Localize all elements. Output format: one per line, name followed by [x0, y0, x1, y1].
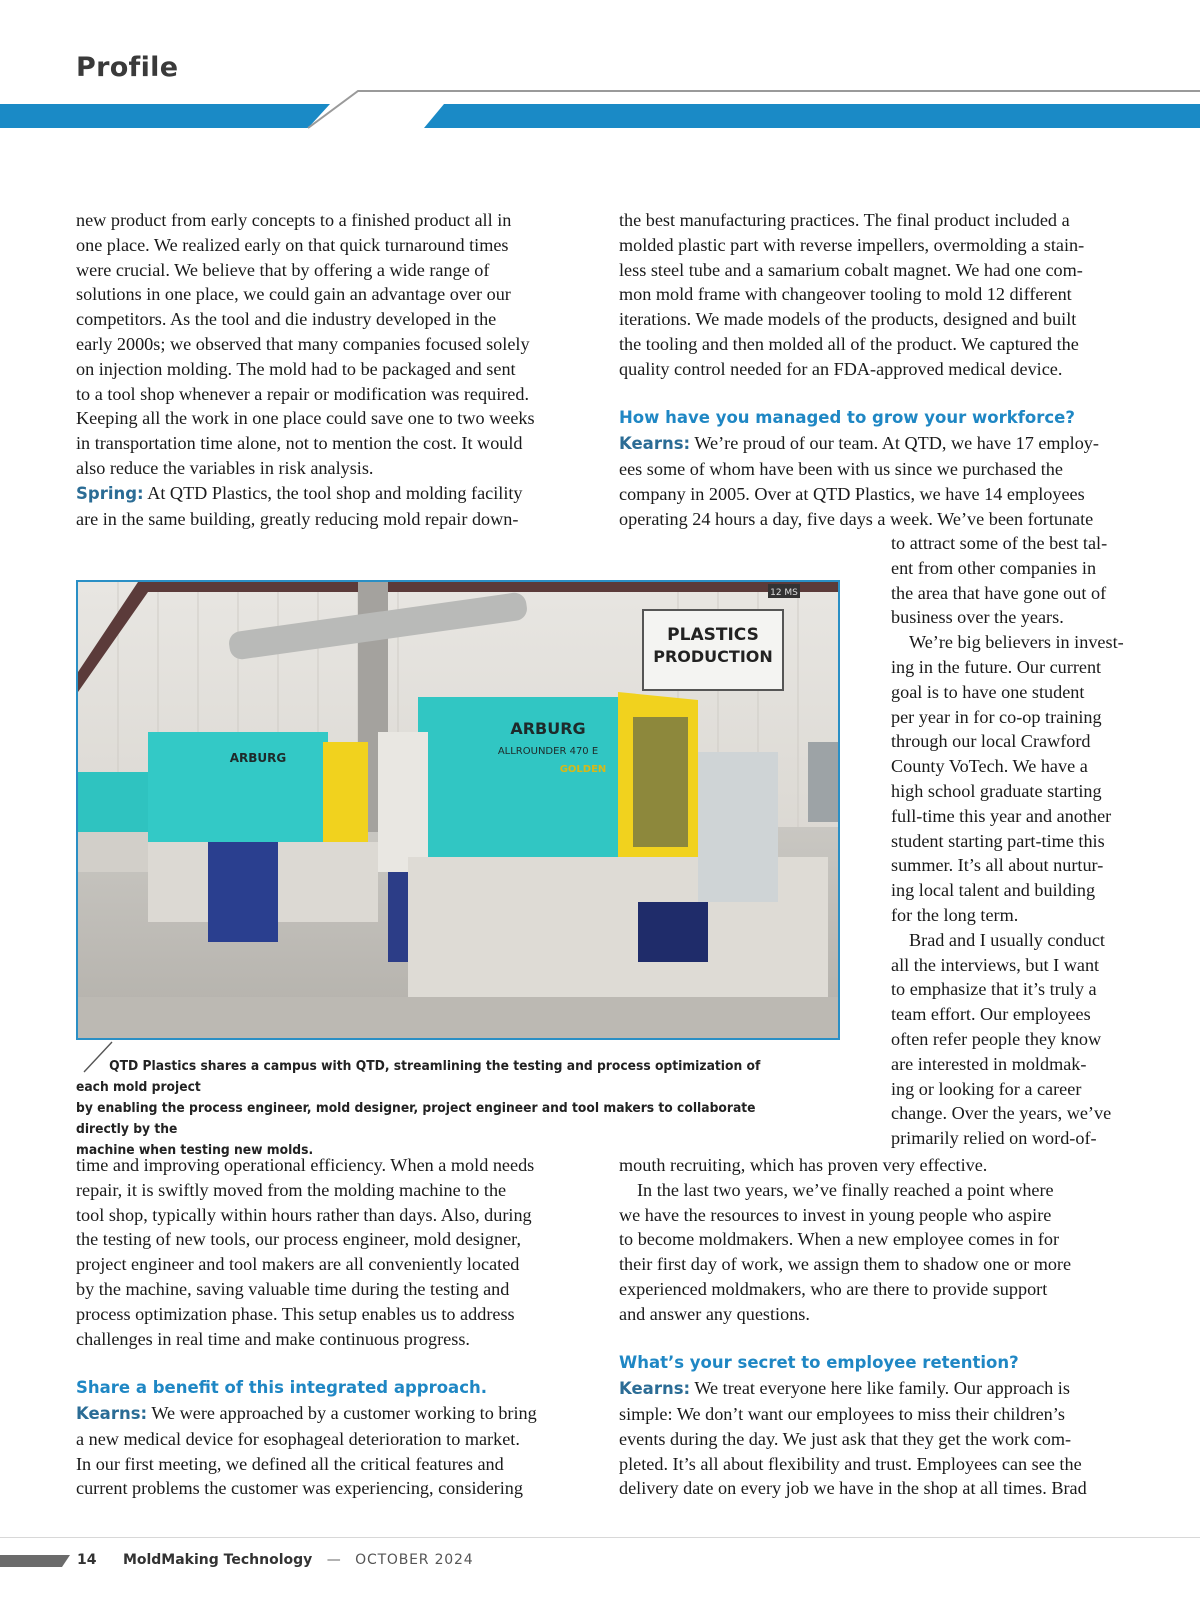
body-line: repair, it is swiftly moved from the molding machine to the	[76, 1179, 507, 1200]
column-2-bottom	[619, 1153, 1139, 1501]
footer-dash: —	[326, 1552, 341, 1568]
body-line: goal is to have one student	[891, 681, 1085, 702]
footer-rule	[0, 1537, 1200, 1538]
body-line: molded plastic part with reverse impellers, overmolding a stain-	[619, 234, 1085, 255]
body-line: We’re big believers in invest-	[909, 632, 1124, 653]
question-heading: What’s your secret to employee retention?	[619, 1353, 1019, 1373]
column-1-bottom	[76, 1153, 586, 1501]
body-line: the tooling and then molded all of the product. We captured the	[619, 333, 1079, 354]
body-line: quality control needed for an FDA-approved medical device.	[619, 358, 1063, 379]
body-line: mon mold frame with changeover tooling to mold 12 different	[619, 284, 1072, 305]
body-line: we have the resources to invest in young people who aspire	[619, 1204, 1052, 1225]
body-line: the area that have gone out of	[891, 582, 1107, 603]
body-line: often refer people they know	[891, 1028, 1102, 1049]
answer-text: We were approached by a customer working to bring	[147, 1402, 537, 1423]
spring-answer	[76, 481, 586, 507]
body-line: to emphasize that it’s truly a	[891, 979, 1097, 1000]
body-line: ing local talent and building	[891, 880, 1096, 901]
tag-text: 12 MS	[770, 588, 798, 598]
body-line: company in 2005. Over at QTD Plastics, we have 14 employees	[619, 483, 1085, 504]
body-line: In the last two years, we’ve finally reached a point where	[637, 1179, 1054, 1200]
body-line: ing in the future. Our current	[891, 656, 1102, 677]
workforce-answer	[619, 431, 1139, 457]
body-line: Brad and I usually conduct	[909, 929, 1105, 950]
speaker-label: Spring:	[76, 483, 144, 503]
body-line: are interested in moldmak-	[891, 1053, 1087, 1074]
body-line: less steel tube and a samarium cobalt magnet. We had one com-	[619, 259, 1083, 280]
body-line: time and improving operational efficiency. When a mold needs	[76, 1155, 535, 1175]
body-line: team effort. Our employees	[891, 1004, 1091, 1025]
question-heading: Share a benefit of this integrated approach.	[76, 1378, 487, 1398]
page-number: 14	[77, 1552, 97, 1568]
machine-brand-small: ARBURG	[229, 751, 287, 765]
body-line: on injection molding. The mold had to be packaged and sent	[76, 358, 516, 379]
body-line: a new medical device for esophageal deterioration to market.	[76, 1428, 520, 1449]
benefit-answer	[76, 1401, 586, 1427]
column-1-top	[76, 208, 586, 531]
body-line: by the machine, saving valuable time during the testing and	[76, 1278, 510, 1299]
body-line: competitors. As the tool and die industry developed in the	[76, 309, 497, 330]
body-line: new product from early concepts to a finished product all in	[76, 210, 512, 230]
body-line: primarily relied on word-of-	[891, 1128, 1097, 1149]
body-line: business over the years.	[891, 607, 1064, 628]
caption-text: QTD Plastics shares a campus with QTD, streamlining the testing and process optimization of each mold project	[76, 1059, 761, 1095]
body-line: all the interviews, but I want	[891, 954, 1100, 975]
machine-model: ALLROUNDER 470 E	[497, 746, 599, 757]
body-line: through our local Crawford	[891, 731, 1091, 752]
body-line: project engineer and tool makers are all conveniently located	[76, 1254, 520, 1275]
issue-date: OCTOBER 2024	[355, 1552, 474, 1568]
body-line: ent from other companies in	[891, 557, 1097, 578]
body-line: summer. It’s all about nurtur-	[891, 855, 1104, 876]
photo-caption	[76, 1056, 784, 1161]
sign-text-2: PRODUCTION	[653, 647, 773, 666]
speaker-label: Kearns:	[619, 434, 691, 454]
factory-illustration	[78, 582, 838, 1038]
factory-photo	[76, 580, 840, 1040]
retention-answer	[619, 1376, 1139, 1402]
speaker-label: Kearns:	[76, 1403, 148, 1423]
answer-text: We treat everyone here like family. Our approach is	[690, 1378, 1070, 1399]
answer-text: We’re proud of our team. At QTD, we have 17 employ-	[690, 433, 1099, 454]
body-line: ees some of whom have been with us since we purchased the	[619, 458, 1063, 479]
body-line: full-time this year and another	[891, 805, 1112, 826]
body-line: the best manufacturing practices. The final product included a	[619, 210, 1070, 230]
body-line: one place. We realized early on that quick turnaround times	[76, 234, 509, 255]
caption-line-2: by enabling the process engineer, mold designer, project engineer and tool makers to collaborate directly by the	[76, 1101, 756, 1137]
body-line: challenges in real time and make continuous progress.	[76, 1328, 470, 1349]
body-line: per year in for co-op training	[891, 706, 1102, 727]
body-line: current problems the customer was experiencing, considering	[76, 1478, 523, 1499]
body-line: delivery date on every job we have in the shop at all times. Brad	[619, 1478, 1087, 1499]
body-line: tool shop, typically within hours rather than days. Also, during	[76, 1204, 532, 1225]
body-line: events during the day. We just ask that they get the work com-	[619, 1428, 1072, 1449]
sign-text-1: PLASTICS	[667, 625, 759, 645]
body-line: their first day of work, we assign them to shadow one or more	[619, 1254, 1072, 1275]
header-banner	[0, 86, 1200, 132]
body-line: iterations. We made models of the products, designed and built	[619, 309, 1077, 330]
body-line: for the long term.	[891, 904, 1019, 925]
body-line: also reduce the variables in risk analysis.	[76, 457, 374, 478]
footer-accent-bar	[0, 1555, 70, 1567]
body-line: and answer any questions.	[619, 1303, 810, 1324]
section-title: Profile	[76, 52, 179, 83]
body-line: experienced moldmakers, who are there to provide support	[619, 1278, 1048, 1299]
question-heading: How have you managed to grow your workforce?	[619, 408, 1075, 428]
body-line: the testing of new tools, our process engineer, mold designer,	[76, 1229, 522, 1250]
body-line: solutions in one place, we could gain an advantage over our	[76, 284, 511, 305]
body-line: early 2000s; we observed that many companies focused solely	[76, 333, 530, 354]
body-line: to attract some of the best tal-	[891, 533, 1108, 553]
machine-brand: ARBURG	[510, 719, 586, 738]
body-line: mouth recruiting, which has proven very effective.	[619, 1155, 988, 1175]
narrow-column	[891, 531, 1181, 1151]
caption-line-1	[76, 1056, 784, 1098]
machine-edition: GOLDEN	[559, 764, 607, 775]
column-2-top	[619, 208, 1139, 531]
body-line: County VoTech. We have a	[891, 756, 1088, 777]
body-line: simple: We don’t want our employees to miss their children’s	[619, 1403, 1065, 1424]
body-line: process optimization phase. This setup enables us to address	[76, 1303, 515, 1324]
body-line: to become moldmakers. When a new employee comes in for	[619, 1229, 1060, 1250]
body-line: Keeping all the work in one place could save one to two weeks	[76, 408, 535, 429]
body-line: In our first meeting, we defined all the critical features and	[76, 1453, 504, 1474]
body-line: student starting part-time this	[891, 830, 1105, 851]
body-line: are in the same building, greatly reducing mold repair down-	[76, 508, 519, 529]
speaker-label: Kearns:	[619, 1379, 691, 1399]
body-line: high school graduate starting	[891, 780, 1102, 801]
caption-line-3: machine when testing new molds.	[76, 1143, 314, 1158]
body-line: change. Over the years, we’ve	[891, 1103, 1112, 1124]
answer-text: At QTD Plastics, the tool shop and molding facility	[143, 482, 523, 503]
magazine-name: MoldMaking Technology	[122, 1552, 313, 1568]
page-footer	[77, 1552, 473, 1568]
body-line: operating 24 hours a day, five days a week. We’ve been fortunate	[619, 508, 1094, 529]
body-line: ing or looking for a career	[891, 1078, 1082, 1099]
body-line: were crucial. We believe that by offering a wide range of	[76, 259, 490, 280]
body-line: pleted. It’s all about flexibility and trust. Employees can see the	[619, 1453, 1082, 1474]
body-line: to a tool shop whenever a repair or modification was required.	[76, 383, 530, 404]
body-line: in transportation time alone, not to mention the cost. It would	[76, 433, 523, 454]
